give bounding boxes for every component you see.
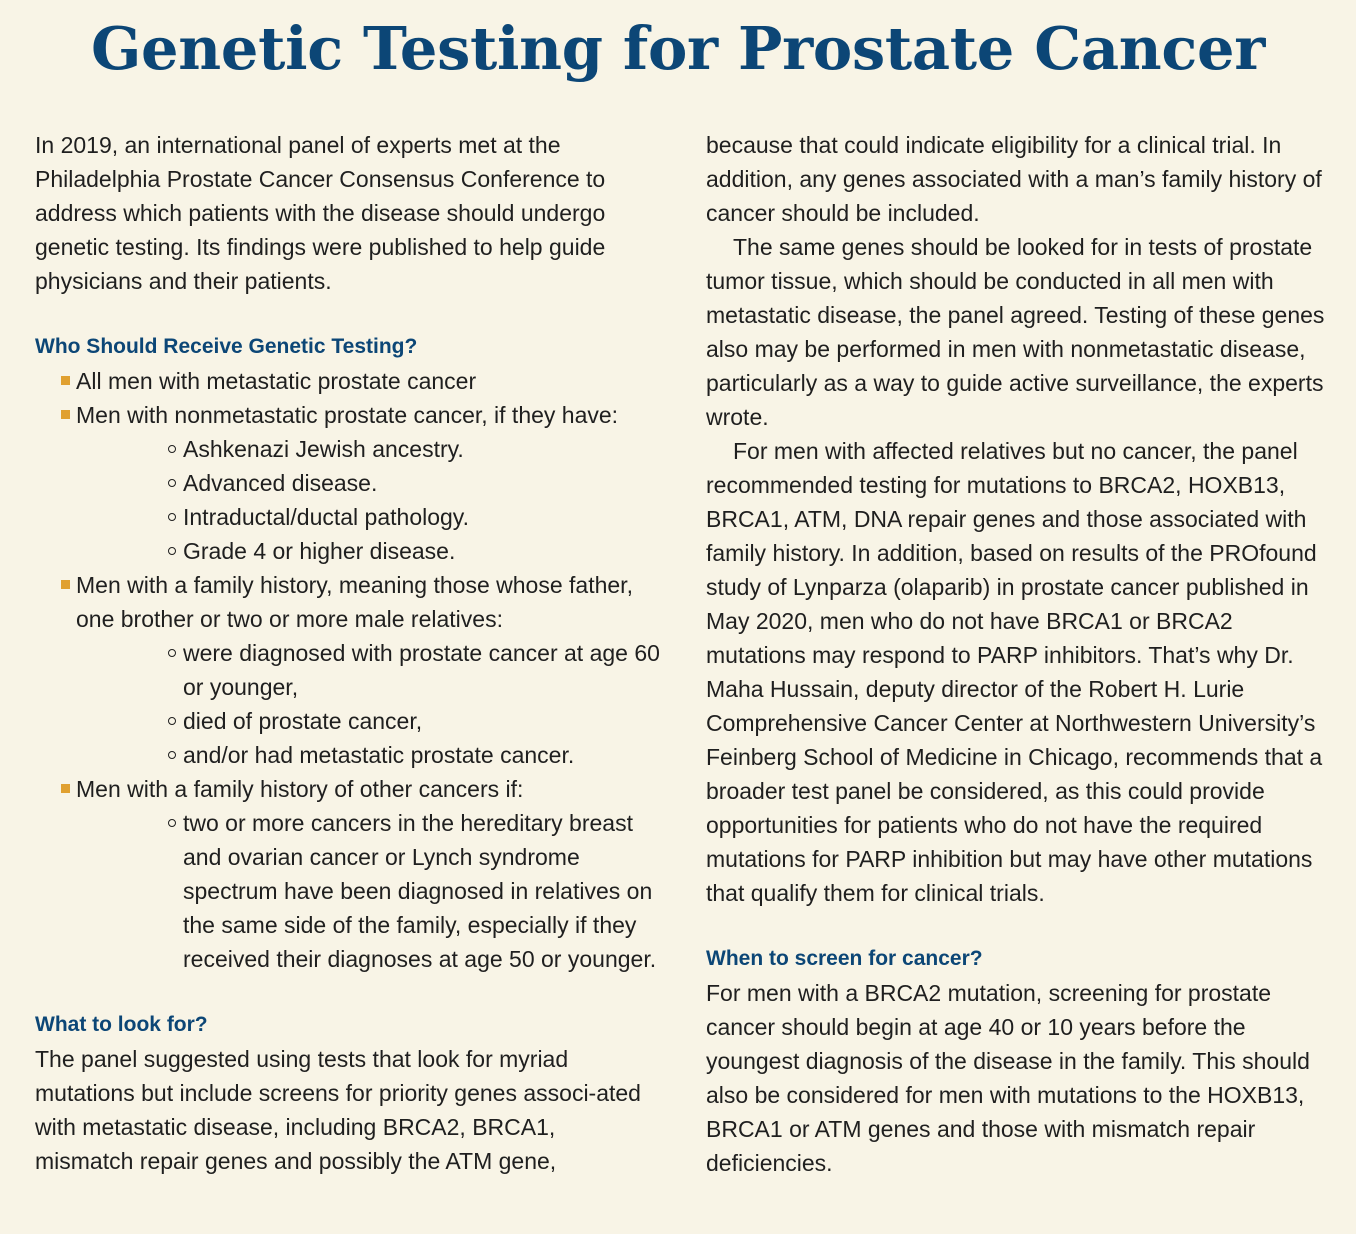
left-column [35, 128, 660, 1178]
sub-list [76, 806, 660, 976]
list-item: Men with a family history, meaning those whose father, one brother or two or more male relatives: were diagnosed with prostate cancer at age 60 or younger, died of prostate cancer, and/or had metastatic prostate cancer. [35, 568, 660, 772]
relatives-paragraph: For men with affected relatives but no cancer, the panel recommended testing for mutations to BRCA2, HOXB13, BRCA1, ATM, DNA repair genes and those associated with family history. In addition, based on results of the PROfound study of Lynparza (olaparib) in prostate cancer published in May 2020, men who do not have BRCA1 or BRCA2 mutations may respond to PARP inhibitors. That’s why Dr. Maha Hussain, deputy director of the Robert H. Lurie Comprehensive Cancer Center at Northwestern University’s Feinberg School of Medicine in Chicago, recommends that a broader test panel be considered, as this could provide opportunities for patients who do not have the required mutations for PARP inhibition but may have other mutations that qualify them for clinical trials. [706, 438, 1323, 906]
sub-list [76, 432, 660, 568]
sub-list-item: Ashkenazi Jewish ancestry. [76, 432, 660, 466]
sub-list-item: were diagnosed with prostate cancer at age 60 or younger, [76, 636, 660, 704]
who-heading: Who Should Receive Genetic Testing? [35, 335, 418, 358]
tissue-testing-paragraph: The same genes should be looked for in tests of prostate tumor tissue, which should be conducted in all men with metastatic disease, the panel agreed. Testing of these genes also may be performed in men with nonmetastatic disease, particularly as a way to guide active surveillance, the experts wrote. [706, 234, 1325, 430]
who-list [35, 364, 660, 976]
list-item: All men with metastatic prostate cancer [35, 364, 660, 398]
when-heading: When to screen for cancer? [706, 947, 983, 970]
list-item: Men with a family history of other cancers if: two or more cancers in the hereditary breast and ovarian cancer or Lynch syndrome spectrum have been diagnosed in relatives on the same side of the family, especially if they received their diagnoses at age 50 or younger. [35, 772, 660, 976]
what-heading: What to look for? [35, 1013, 208, 1036]
sub-list-item: died of prostate cancer, [76, 704, 660, 738]
intro-paragraph: In 2019, an international panel of experts met at the Philadelphia Prostate Cancer Consensus Conference to address which patients with the disease should undergo genetic testing. Its findings were published to help guide physicians and their patients. [35, 132, 606, 294]
sub-list-item: Grade 4 or higher disease. [76, 534, 660, 568]
list-item: Men with nonmetastatic prostate cancer, if they have: Ashkenazi Jewish ancestry. Advanced disease. Intraductal/ductal pathology. Grade 4 or higher disease. [35, 398, 660, 568]
circle-bullet-icon [168, 717, 176, 725]
circle-bullet-icon [168, 513, 176, 521]
when-paragraph: For men with a BRCA2 mutation, screening for prostate cancer should begin at age 40 or 10 years before the youngest diagnosis of the disease in the family. This should also be considered for men with mutations to the HOXB13, BRCA1 or ATM genes and those with mismatch repair deficiencies. [706, 980, 1310, 1176]
circle-bullet-icon [168, 547, 176, 555]
sub-list [76, 636, 660, 772]
circle-bullet-icon [168, 649, 176, 657]
right-column [706, 128, 1331, 1180]
square-bullet-icon [61, 784, 70, 793]
circle-bullet-icon [168, 819, 176, 827]
sub-list-item: and/or had metastatic prostate cancer. [76, 738, 660, 772]
square-bullet-icon [61, 580, 70, 589]
circle-bullet-icon [168, 751, 176, 759]
what-paragraph-part2: because that could indicate eligibility for a clinical trial. In addition, any genes associated with a man’s family history of cancer should be included. [706, 132, 1322, 226]
circle-bullet-icon [168, 479, 176, 487]
sub-list-item: two or more cancers in the hereditary breast and ovarian cancer or Lynch syndrome spectrum have been diagnosed in relatives on the same side of the family, especially if they received their diagnoses at age 50 or younger. [76, 806, 660, 976]
sub-list-item: Intraductal/ductal pathology. [76, 500, 660, 534]
square-bullet-icon [61, 376, 70, 385]
circle-bullet-icon [168, 445, 176, 453]
page-title: Genetic Testing for Prostate Cancer [90, 14, 1266, 83]
sub-list-item: Advanced disease. [76, 466, 660, 500]
square-bullet-icon [61, 410, 70, 419]
what-paragraph-part1: The panel suggested using tests that look for myriad mutations but include screens for priority genes associ-ated with metastatic disease, including BRCA2, BRCA1, mismatch repair genes and possibly the ATM gene, [35, 1046, 641, 1174]
